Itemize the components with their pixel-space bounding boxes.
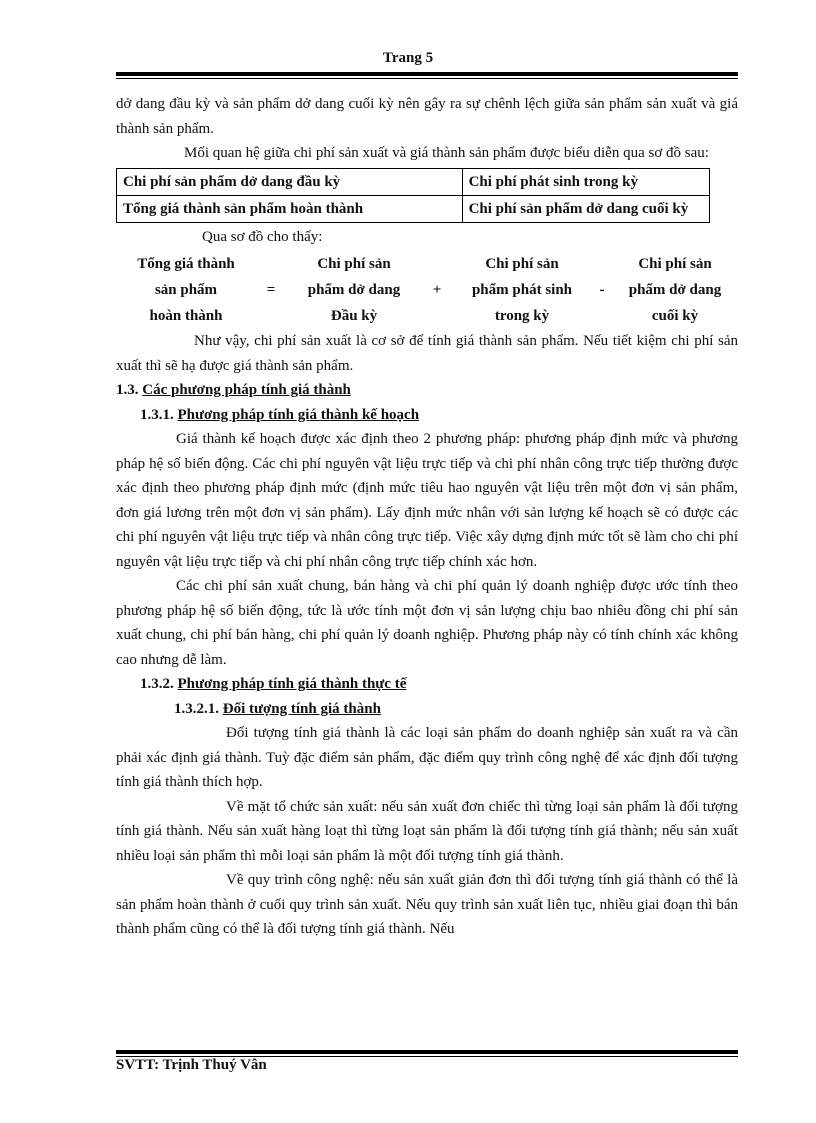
paragraph: Các chi phí sản xuất chung, bán hàng và chi phí quản lý doanh nghiệp được ước tính theo phương pháp hệ số biến động, tức là ước tính một đơn vị sản lượng chịu bao nhiêu đồng chi phí sản xuất chung, chi phí bán hàng, chi phí quản lý doanh nghiệp. Phương pháp này có tính chính xác không cao nhưng dễ làm. (116, 578, 738, 668)
paragraph: Như vậy, chi phí sản xuất là cơ sở để tính giá thành sản phẩm. Nếu tiết kiệm chi phí sản xuất thì sẽ hạ được giá thành sản phẩm. (116, 333, 738, 374)
header-rule (116, 72, 738, 79)
diagram-period-cost: Chi phí phát sinh trong kỳ (462, 168, 709, 195)
paragraph: Giá thành kế hoạch được xác định theo 2 phương pháp: phương pháp định mức và phương pháp hệ số biến động. Các chi phí nguyên vật liệu trực tiếp và chi phí nhân công trực tiếp thường được xác định theo phương pháp định mức (định mức tiêu hao nguyên vật liệu trên một đơn vị sản phẩm, đơn giá lương trên một đơn vị sản phẩm). Lấy định mức nhân với sản lượng kế hoạch sẽ có được các chi phí nguyên vật liệu trực tiếp và nhân công trực tiếp. Việc xây dựng định mức tốt sẽ làm cho chi phí nguyên vật liệu trực tiếp và chi phí nhân công trực tiếp chính xác hơn. (116, 431, 738, 570)
formula-term: phẩm dở dang (307, 282, 401, 298)
formula-term: phẩm dở dang (628, 282, 722, 298)
page-number: Trang 5 (382, 50, 434, 66)
document-body (116, 92, 738, 942)
heading-1-3: 1.3. Các phương pháp tính giá thành (116, 382, 351, 398)
heading-1-3-1: 1.3.1. Phương pháp tính giá thành kế hoạch (140, 406, 420, 423)
formula-equals: = (266, 282, 276, 298)
paragraph: Đối tượng tính giá thành là các loại sản phẩm do doanh nghiệp sản xuất ra và cần phải xác định giá thành. Tuỳ đặc điểm sản phẩm, đặc điểm quy trình công nghệ để xác định đối tượng tính giá thành thích hợp. (116, 725, 738, 790)
cost-formula (116, 251, 738, 329)
paragraph: Qua sơ đồ cho thấy: (202, 228, 323, 245)
diagram-closing-wip: Chi phí sản phẩm dở dang cuối kỳ (462, 195, 709, 222)
formula-minus: - (599, 282, 605, 298)
footer-author: SVTT: Trịnh Thuý Vân (116, 1057, 267, 1073)
formula-plus: + (432, 282, 442, 298)
cost-diagram (116, 168, 710, 223)
paragraph: Về quy trình công nghệ: nếu sản xuất giản đơn thì đối tượng tính giá thành có thể là sản phẩm hoàn thành ở cuối quy trình sản xuất. Nếu quy trình sản xuất liên tục, nhiều giai đoạn thì bán thành phẩm cũng có thể là đối tượng tính giá thành. Nếu (116, 872, 738, 937)
formula-term: Đầu kỳ (330, 308, 378, 324)
diagram-total-cost: Tổng giá thành sản phẩm hoàn thành (117, 195, 463, 222)
paragraph: Về mặt tổ chức sản xuất: nếu sản xuất đơn chiếc thì từng loại sản phẩm là đối tượng tính giá thành. Nếu sản xuất hàng loạt thì từng loạt sản phẩm là đối tượng tính giá thành; nếu sản xuất nhiều loại sản phẩm thì mỗi loại sản phẩm là một đối tượng tính giá thành. (116, 798, 738, 864)
formula-term: trong kỳ (494, 308, 550, 324)
paragraph: dở dang đầu kỳ và sản phẩm dở dang cuối kỳ nên gây ra sự chênh lệch giữa sản phẩm sản xuất và giá thành sản phẩm. (116, 96, 738, 137)
footer-rule (116, 1050, 738, 1057)
formula-term: sản phẩm (154, 282, 218, 298)
formula-term: hoàn thành (149, 308, 223, 324)
paragraph: Mối quan hệ giữa chi phí sản xuất và giá thành sản phẩm được biểu diễn qua sơ đồ sau: (184, 145, 709, 161)
formula-term: Chi phí sản (485, 256, 559, 272)
formula-term: Chi phí sản (638, 256, 712, 272)
heading-1-3-2-1: 1.3.2.1. Đối tượng tính giá thành (174, 700, 381, 717)
formula-term: cuối kỳ (651, 308, 699, 324)
formula-term: Tổng giá thành (137, 256, 235, 272)
formula-term: Chi phí sản (317, 256, 391, 272)
heading-1-3-2: 1.3.2. Phương pháp tính giá thành thực tế (140, 676, 407, 692)
formula-term: phẩm phát sinh (471, 282, 573, 298)
diagram-opening-wip: Chi phí sản phẩm dở dang đầu kỳ (117, 168, 463, 195)
